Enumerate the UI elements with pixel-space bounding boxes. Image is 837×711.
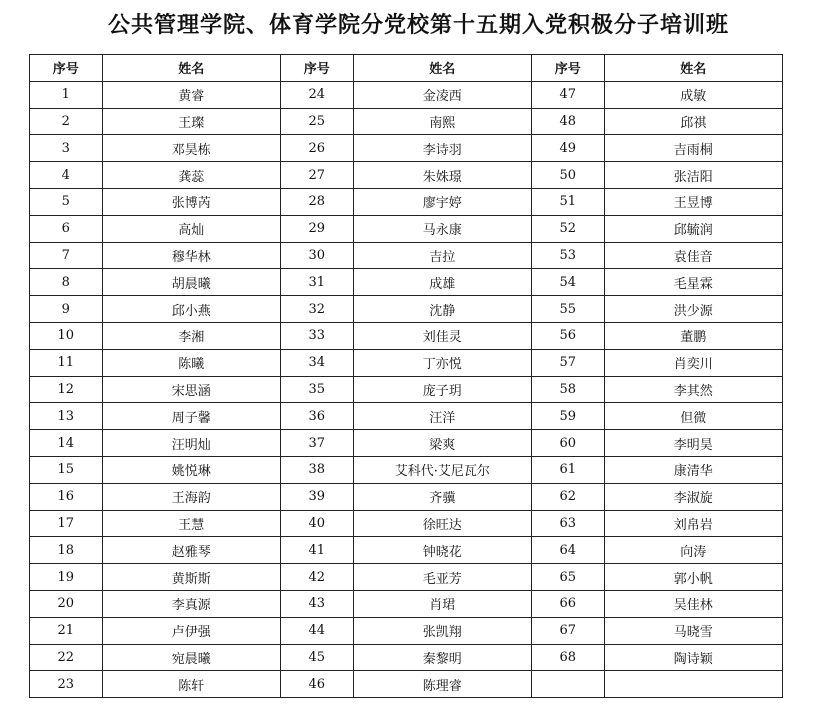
student-number: 60: [531, 430, 604, 457]
table-row: [30, 671, 783, 698]
student-name: 毛星霖: [604, 269, 782, 296]
student-name: 胡晨曦: [102, 269, 280, 296]
student-name: 艾科代·艾尼瓦尔: [353, 456, 531, 483]
header-name: 姓名: [604, 55, 782, 82]
student-name: 穆华林: [102, 242, 280, 269]
table-row: [30, 564, 783, 591]
student-name: 吉雨桐: [604, 135, 782, 162]
student-number: 44: [280, 617, 353, 644]
table-row: [30, 590, 783, 617]
student-name: 吴佳林: [604, 590, 782, 617]
student-number: 2: [30, 108, 103, 135]
student-number: 48: [531, 108, 604, 135]
student-name: 朱姝璟: [353, 162, 531, 189]
student-number: 16: [30, 483, 103, 510]
header-name: 姓名: [102, 55, 280, 82]
student-name: 金凌西: [353, 81, 531, 108]
table-row: [30, 510, 783, 537]
student-name: 丁亦悦: [353, 349, 531, 376]
student-number: 55: [531, 296, 604, 323]
student-number: 29: [280, 215, 353, 242]
student-number: 41: [280, 537, 353, 564]
student-name: 邱祺: [604, 108, 782, 135]
student-number: 64: [531, 537, 604, 564]
student-number: 59: [531, 403, 604, 430]
student-name: 邱毓润: [604, 215, 782, 242]
table-row: [30, 81, 783, 108]
student-number: 32: [280, 296, 353, 323]
table-row: [30, 269, 783, 296]
student-number: 20: [30, 590, 103, 617]
student-name: 马永康: [353, 215, 531, 242]
student-name: 梁爽: [353, 430, 531, 457]
student-number: 40: [280, 510, 353, 537]
table-row: [30, 617, 783, 644]
student-name: 刘帛岩: [604, 510, 782, 537]
header-name: 姓名: [353, 55, 531, 82]
student-number: 46: [280, 671, 353, 698]
student-name: 宋思涵: [102, 376, 280, 403]
student-name: 卢伊强: [102, 617, 280, 644]
student-number: 6: [30, 215, 103, 242]
student-number: 35: [280, 376, 353, 403]
student-number: 38: [280, 456, 353, 483]
student-name: 黄睿: [102, 81, 280, 108]
student-number: 45: [280, 644, 353, 671]
student-number: 58: [531, 376, 604, 403]
student-name: 李诗羽: [353, 135, 531, 162]
student-number: 4: [30, 162, 103, 189]
student-name: 马晓雪: [604, 617, 782, 644]
table-row: [30, 456, 783, 483]
student-number: 19: [30, 564, 103, 591]
student-number: 68: [531, 644, 604, 671]
table-row: [30, 135, 783, 162]
student-name: [604, 671, 782, 698]
student-number: 52: [531, 215, 604, 242]
student-number: 9: [30, 296, 103, 323]
student-number: 53: [531, 242, 604, 269]
table-row: [30, 108, 783, 135]
student-number: 62: [531, 483, 604, 510]
header-num: 序号: [30, 55, 103, 82]
table-row: [30, 644, 783, 671]
table-row: [30, 162, 783, 189]
student-number: 49: [531, 135, 604, 162]
table-row: [30, 242, 783, 269]
student-number: 1: [30, 81, 103, 108]
student-name: 汪洋: [353, 403, 531, 430]
roster-table: [29, 54, 783, 698]
student-name: 张洁阳: [604, 162, 782, 189]
student-name: 肖珺: [353, 590, 531, 617]
student-number: 61: [531, 456, 604, 483]
student-number: 14: [30, 430, 103, 457]
student-name: 邓昊栋: [102, 135, 280, 162]
student-name: 李淑旋: [604, 483, 782, 510]
table-row: [30, 322, 783, 349]
student-number: 5: [30, 188, 103, 215]
student-name: 秦黎明: [353, 644, 531, 671]
student-name: 宛晨曦: [102, 644, 280, 671]
student-name: 王昱博: [604, 188, 782, 215]
student-name: 康清华: [604, 456, 782, 483]
student-name: 姚悦琳: [102, 456, 280, 483]
student-number: 63: [531, 510, 604, 537]
header-num: 序号: [531, 55, 604, 82]
student-name: 陈轩: [102, 671, 280, 698]
student-number: 25: [280, 108, 353, 135]
student-name: 董鹏: [604, 322, 782, 349]
student-name: 李明昊: [604, 430, 782, 457]
student-number: 43: [280, 590, 353, 617]
student-number: 28: [280, 188, 353, 215]
student-name: 廖宇婷: [353, 188, 531, 215]
student-number: 27: [280, 162, 353, 189]
student-number: 47: [531, 81, 604, 108]
student-number: 54: [531, 269, 604, 296]
student-name: 刘佳灵: [353, 322, 531, 349]
student-name: 王海韵: [102, 483, 280, 510]
student-number: 18: [30, 537, 103, 564]
table-row: [30, 296, 783, 323]
student-number: 51: [531, 188, 604, 215]
student-number: 57: [531, 349, 604, 376]
student-number: 33: [280, 322, 353, 349]
student-name: 张凯翔: [353, 617, 531, 644]
student-name: 洪少源: [604, 296, 782, 323]
student-number: 65: [531, 564, 604, 591]
student-number: 15: [30, 456, 103, 483]
student-name: 邱小燕: [102, 296, 280, 323]
student-number: 42: [280, 564, 353, 591]
student-number: 31: [280, 269, 353, 296]
student-number: 37: [280, 430, 353, 457]
student-name: 但微: [604, 403, 782, 430]
table-row: [30, 537, 783, 564]
student-number: 13: [30, 403, 103, 430]
student-name: 庞子玥: [353, 376, 531, 403]
student-number: 3: [30, 135, 103, 162]
student-name: 郭小帆: [604, 564, 782, 591]
header-num: 序号: [280, 55, 353, 82]
student-number: 36: [280, 403, 353, 430]
student-number: 39: [280, 483, 353, 510]
student-name: 龚蕊: [102, 162, 280, 189]
student-name: 陶诗颖: [604, 644, 782, 671]
student-name: 吉拉: [353, 242, 531, 269]
student-number: 17: [30, 510, 103, 537]
student-name: 向涛: [604, 537, 782, 564]
student-number: 11: [30, 349, 103, 376]
student-number: 23: [30, 671, 103, 698]
student-name: 周子馨: [102, 403, 280, 430]
student-number: 56: [531, 322, 604, 349]
table-row: [30, 403, 783, 430]
student-number: 7: [30, 242, 103, 269]
student-name: 毛亚芳: [353, 564, 531, 591]
student-number: [531, 671, 604, 698]
student-number: 66: [531, 590, 604, 617]
student-number: 12: [30, 376, 103, 403]
student-name: 齐骥: [353, 483, 531, 510]
student-name: 徐旺达: [353, 510, 531, 537]
student-name: 沈静: [353, 296, 531, 323]
student-name: 李真源: [102, 590, 280, 617]
table-header-row: [30, 55, 783, 82]
student-number: 30: [280, 242, 353, 269]
student-number: 22: [30, 644, 103, 671]
table-row: [30, 349, 783, 376]
student-name: 王璨: [102, 108, 280, 135]
student-number: 67: [531, 617, 604, 644]
table-row: [30, 188, 783, 215]
student-name: 高灿: [102, 215, 280, 242]
student-name: 张博芮: [102, 188, 280, 215]
student-name: 李湘: [102, 322, 280, 349]
student-number: 34: [280, 349, 353, 376]
student-number: 26: [280, 135, 353, 162]
page-title: 公共管理学院、体育学院分党校第十五期入党积极分子培训班: [107, 13, 729, 38]
student-name: 袁佳音: [604, 242, 782, 269]
student-number: 24: [280, 81, 353, 108]
student-name: 汪明灿: [102, 430, 280, 457]
student-name: 赵雅琴: [102, 537, 280, 564]
student-name: 陈理睿: [353, 671, 531, 698]
table-row: [30, 376, 783, 403]
student-number: 8: [30, 269, 103, 296]
student-name: 李其然: [604, 376, 782, 403]
student-name: 肖奕川: [604, 349, 782, 376]
table-row: [30, 483, 783, 510]
student-name: 黄斯斯: [102, 564, 280, 591]
student-number: 50: [531, 162, 604, 189]
student-name: 成敏: [604, 81, 782, 108]
student-name: 钟晓花: [353, 537, 531, 564]
table-row: [30, 215, 783, 242]
student-name: 南熙: [353, 108, 531, 135]
student-name: 成雄: [353, 269, 531, 296]
student-name: 陈曦: [102, 349, 280, 376]
student-name: 王慧: [102, 510, 280, 537]
table-row: [30, 430, 783, 457]
student-number: 21: [30, 617, 103, 644]
student-number: 10: [30, 322, 103, 349]
